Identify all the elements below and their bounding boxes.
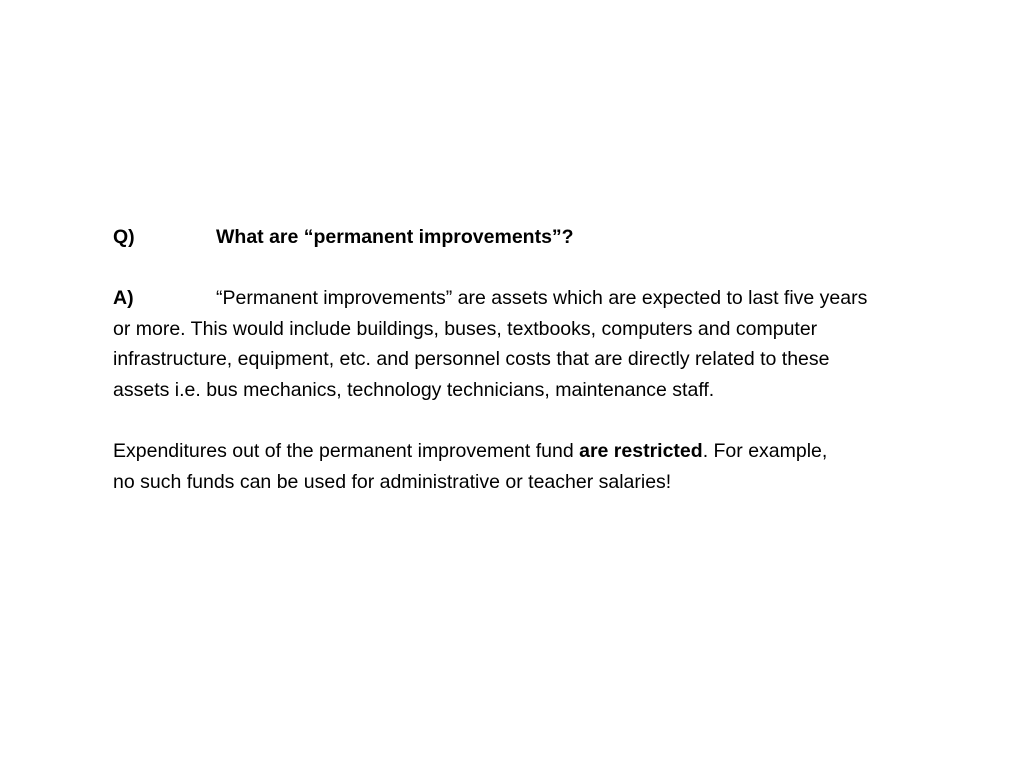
answer-line-4: [113, 375, 1008, 406]
answer-line-3: [113, 344, 1008, 375]
answer-text-line: assets i.e. bus mechanics, technology technicians, maintenance staff.: [113, 378, 715, 401]
note-emphasis: are restricted: [579, 440, 703, 463]
answer-marker: A): [113, 287, 134, 310]
note-line-2: [113, 467, 1008, 498]
answer-line-2: [113, 314, 1008, 345]
note-text: . For example,: [702, 440, 828, 463]
answer-text-line: or more. This would include buildings, buses, textbooks, computers and computer: [113, 317, 818, 340]
note-text: no such funds can be used for administrative or teacher salaries!: [113, 470, 672, 493]
spacer: [113, 406, 1008, 437]
spacer: [113, 253, 1008, 284]
question-marker: Q): [113, 226, 135, 248]
answer-text-line: infrastructure, equipment, etc. and personnel costs that are directly related to these: [113, 348, 830, 371]
note-line-1: [113, 436, 1008, 467]
question-text: What are “permanent improvements”?: [216, 226, 574, 248]
answer-line-1: [113, 283, 1008, 314]
note-text: Expenditures out of the permanent improvement fund: [113, 440, 580, 463]
slide-body: [113, 222, 1008, 497]
question-line: [113, 222, 1008, 253]
answer-text-line: “Permanent improvements” are assets which are expected to last five years: [216, 287, 868, 310]
